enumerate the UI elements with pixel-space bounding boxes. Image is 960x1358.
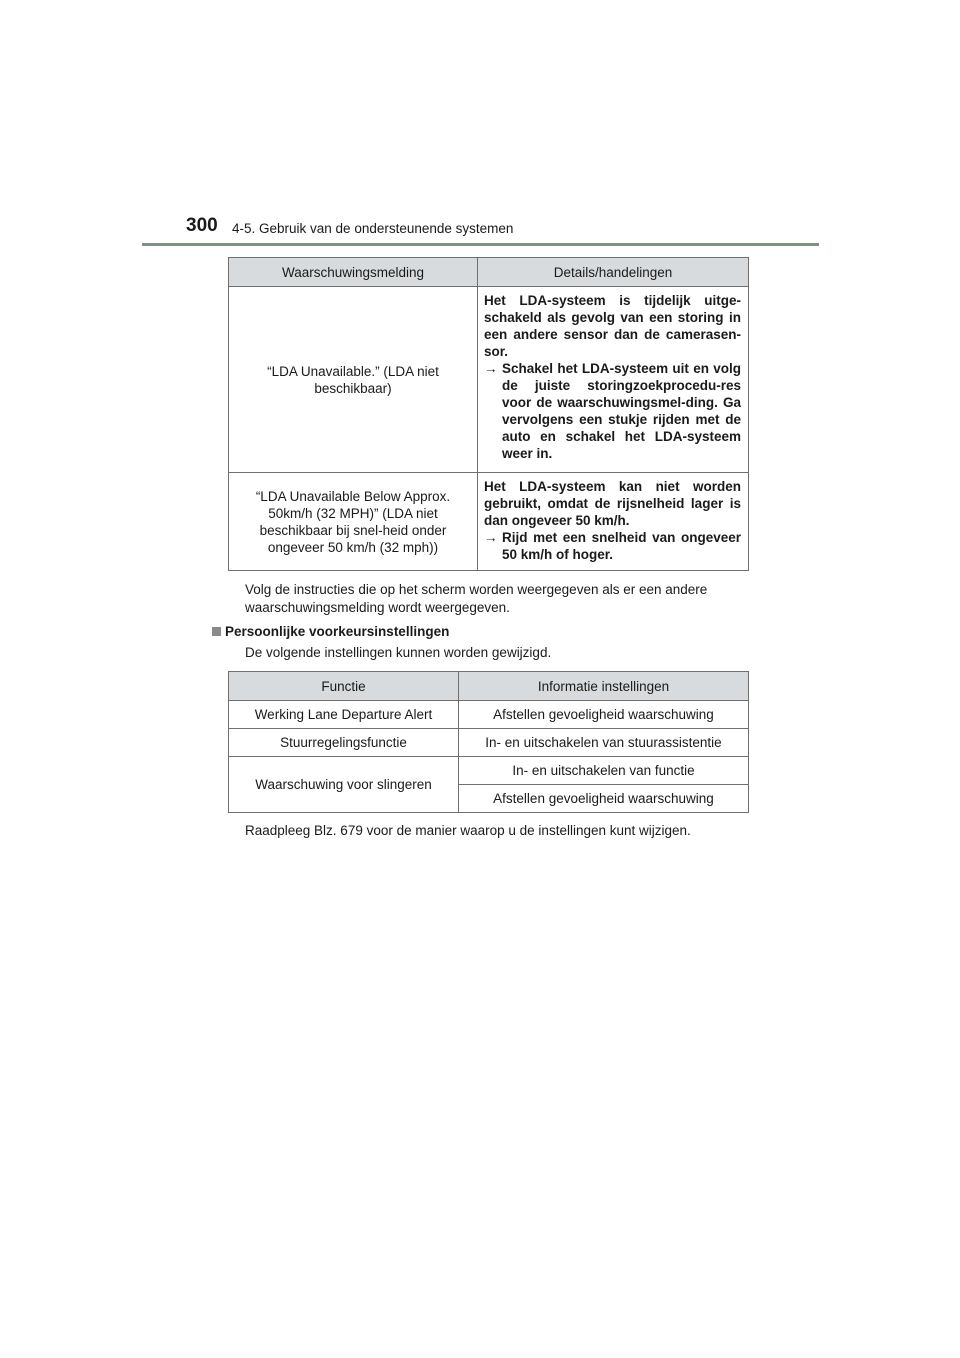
function-cell: Waarschuwing voor slingeren xyxy=(229,757,459,813)
info-cell: In- en uitschakelen van functie xyxy=(459,757,749,785)
detail-lead: Het LDA-systeem is tijdelijk uitge-schakeld als gevolg van een storing in een andere sensor dan de camerasen-sor. xyxy=(484,293,741,359)
info-cell: Afstellen gevoeligheid waarschuwing xyxy=(459,785,749,813)
action-text: Rijd met een snelheid van ongeveer 50 km/h of hoger. xyxy=(502,530,741,562)
table-row xyxy=(229,701,749,729)
note-paragraph: Volg de instructies die op het scherm worden weergegeven als er een andere waarschuwingsmelding wordt weergegeven. xyxy=(245,582,708,615)
warning-details xyxy=(478,287,749,473)
header-cell: Informatie instellingen xyxy=(459,672,749,701)
settings-table-header xyxy=(229,672,749,701)
warning-message: “LDA Unavailable.” (LDA niet beschikbaar) xyxy=(229,287,478,473)
table-row xyxy=(229,757,749,785)
table-row xyxy=(229,473,749,571)
info-cell: In- en uitschakelen van stuurassistentie xyxy=(459,729,749,757)
table-row xyxy=(229,287,749,473)
arrow-icon: → xyxy=(484,530,498,545)
function-cell: Werking Lane Departure Alert xyxy=(229,701,459,729)
function-cell: Stuurregelingsfunctie xyxy=(229,729,459,757)
info-cell: Afstellen gevoeligheid waarschuwing xyxy=(459,701,749,729)
page-number: 300 xyxy=(186,215,218,236)
settings-table xyxy=(228,671,749,813)
warning-table xyxy=(228,257,749,571)
settings-intro: De volgende instellingen kunnen worden gewijzigd. xyxy=(245,645,552,660)
warning-message: “LDA Unavailable Below Approx. 50km/h (32 MPH)” (LDA niet beschikbaar bij snel-heid onder ongeveer 50 km/h (32 mph)) xyxy=(229,473,478,571)
header-cell: Waarschuwingsmelding xyxy=(229,258,478,287)
settings-heading-text: Persoonlijke voorkeursinstellingen xyxy=(225,624,450,639)
warning-table-header xyxy=(229,258,749,287)
detail-lead: Het LDA-systeem kan niet worden gebruikt, omdat de rijsnelheid lager is dan ongeveer 50 km/h. xyxy=(484,479,741,528)
header-cell: Details/handelingen xyxy=(478,258,749,287)
action-item xyxy=(484,360,741,462)
table-row xyxy=(229,729,749,757)
action-text: Schakel het LDA-systeem uit en volg de juiste storingzoekprocedu-res voor de waarschuwingsmel-ding. Ga vervolgens een stukje rijden met de auto en schakel het LDA-systeem weer in. xyxy=(502,361,741,461)
warning-details xyxy=(478,473,749,571)
settings-heading xyxy=(212,624,449,639)
arrow-icon: → xyxy=(484,361,498,376)
header-cell: Functie xyxy=(229,672,459,701)
header-rule xyxy=(142,243,819,246)
square-bullet-icon xyxy=(212,627,221,636)
section-title: 4-5. Gebruik van de ondersteunende systemen xyxy=(232,221,514,236)
settings-footer: Raadpleeg Blz. 679 voor de manier waarop u de instellingen kunt wijzigen. xyxy=(245,823,691,838)
action-item xyxy=(484,529,741,563)
